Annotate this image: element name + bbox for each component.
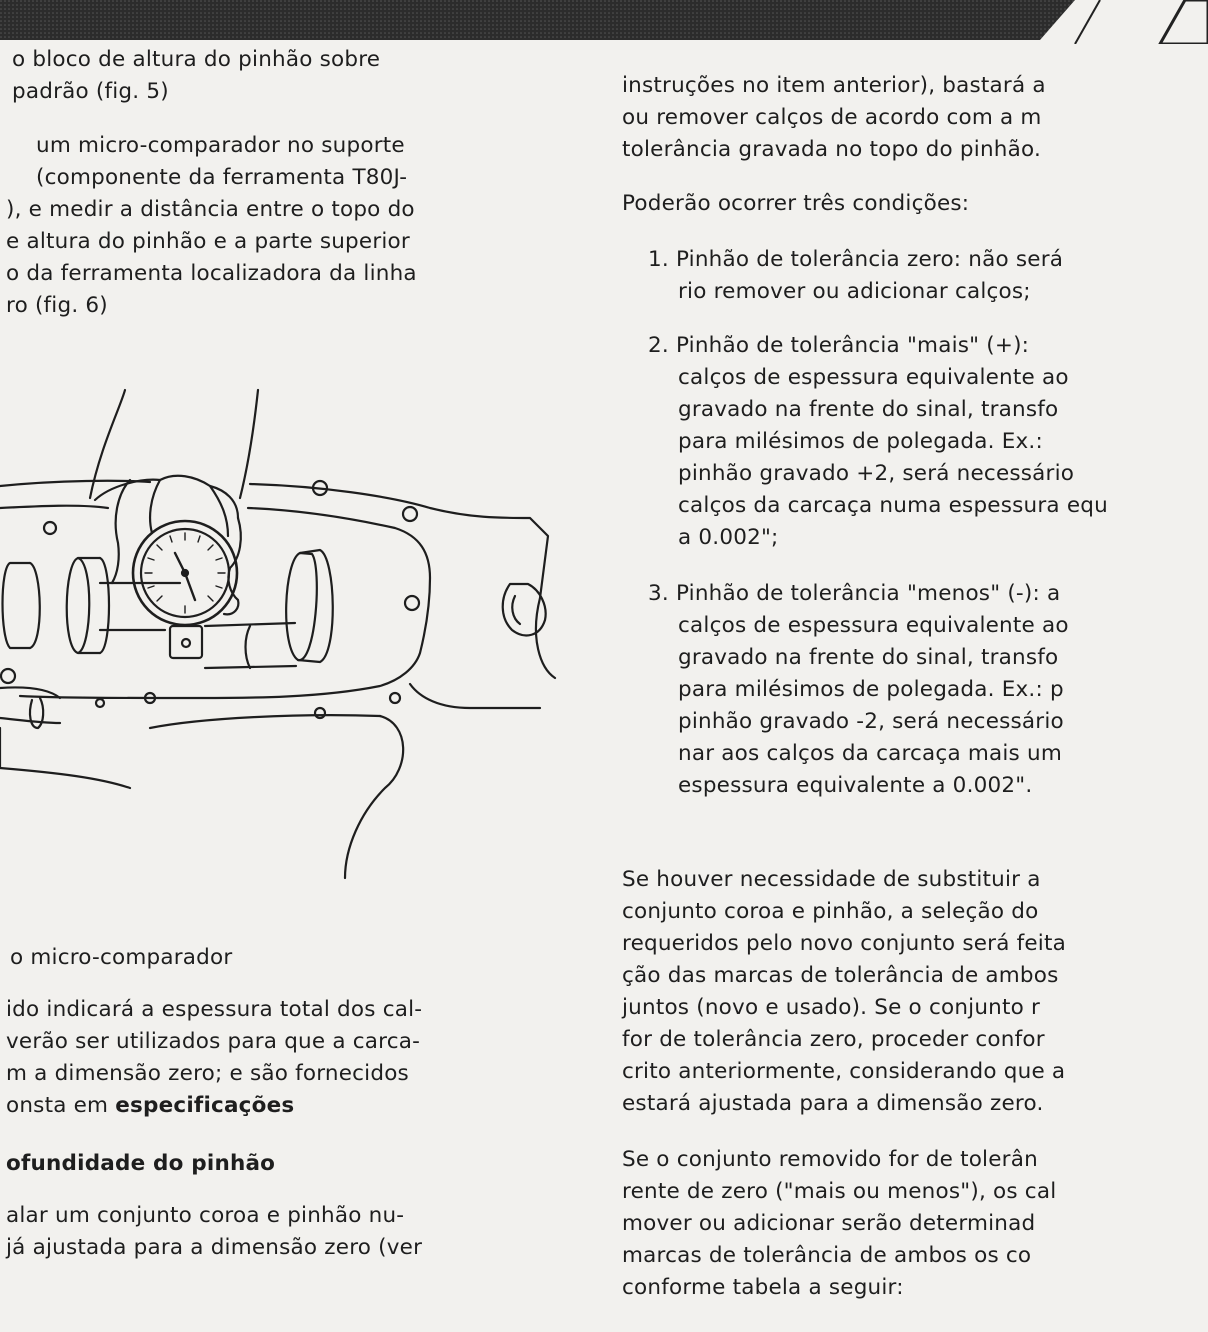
right-text-line: tolerância gravada no topo do pinhão.	[622, 137, 1041, 162]
left-text-line	[6, 1090, 294, 1122]
right-text-line: conjunto coroa e pinhão, a seleção do	[622, 899, 1039, 924]
left-text-line: o da ferramenta localizadora da linha	[6, 261, 417, 286]
right-text-line: estará ajustada para a dimensão zero.	[622, 1091, 1044, 1116]
right-text-line: rente de zero ("mais ou menos"), os cal	[622, 1179, 1057, 1204]
list-item-line: para milésimos de polegada. Ex.: p	[678, 677, 1064, 702]
left-text-line: o bloco de altura do pinhão sobre	[12, 47, 381, 72]
list-item-line: gravado na frente do sinal, transfo	[678, 645, 1059, 670]
list-item-line: pinhão gravado -2, será necessário	[678, 709, 1064, 734]
list-item-line: calços da carcaça numa espessura equ	[678, 493, 1108, 518]
right-text-line: Se houver necessidade de substituir a	[622, 867, 1041, 892]
list-item-line: para milésimos de polegada. Ex.:	[678, 429, 1043, 454]
left-text-line: um micro-comparador no suporte	[36, 133, 405, 158]
list-item-line: gravado na frente do sinal, transfo	[678, 397, 1059, 422]
list-item-line: rio remover ou adicionar calços;	[678, 279, 1031, 304]
left-text-line: m a dimensão zero; e são fornecidos	[6, 1061, 409, 1086]
left-text-line: ido indicará a espessura total dos cal-	[6, 997, 423, 1022]
specifications-reference: especificações	[115, 1093, 295, 1118]
left-text-line: e altura do pinhão e a parte superior	[6, 229, 410, 254]
left-text-line: ro (fig. 6)	[6, 293, 108, 318]
right-text-line: juntos (novo e usado). Se o conjunto r	[622, 995, 1041, 1020]
right-text-line: instruções no item anterior), bastará a	[622, 73, 1046, 98]
left-text-line: verão ser utilizados para que a carca-	[6, 1029, 421, 1054]
list-item-line: pinhão gravado +2, será necessário	[678, 461, 1075, 486]
right-text-line: for de tolerância zero, proceder confor	[622, 1027, 1045, 1052]
list-item-line: nar aos calços da carcaça mais um	[678, 741, 1062, 766]
micro-comparator-illustration	[0, 368, 560, 898]
left-text-line: ), e medir a distância entre o topo do	[6, 197, 415, 222]
left-text-line: alar um conjunto coroa e pinhão nu-	[6, 1203, 405, 1228]
list-item-line: a 0.002";	[678, 525, 779, 550]
right-text-line: ção das marcas de tolerância de ambos	[622, 963, 1059, 988]
section-heading: ofundidade do pinhão	[6, 1151, 276, 1176]
right-text-line: mover ou adicionar serão determinad	[622, 1211, 1036, 1236]
list-item-line: espessura equivalente a 0.002".	[678, 773, 1033, 798]
list-item-line: 3. Pinhão de tolerância "menos" (-): a	[648, 581, 1061, 606]
reference-prefix: onsta em	[6, 1093, 116, 1118]
right-text-line: ou remover calços de acordo com a m	[622, 105, 1042, 130]
conditions-heading: Poderão ocorrer três condições:	[622, 191, 970, 216]
left-text-line: já ajustada para a dimensão zero (ver	[6, 1235, 423, 1260]
left-text-line: padrão (fig. 5)	[12, 79, 169, 104]
figure-caption: o micro-comparador	[10, 945, 233, 970]
right-text-line: conforme tabela a seguir:	[622, 1275, 904, 1300]
list-item-line: calços de espessura equivalente ao	[678, 613, 1069, 638]
right-text-line: marcas de tolerância de ambos os co	[622, 1243, 1032, 1268]
list-item-line: calços de espessura equivalente ao	[678, 365, 1069, 390]
right-text-line: crito anteriormente, considerando que a	[622, 1059, 1066, 1084]
right-text-line: requeridos pelo novo conjunto será feita	[622, 931, 1066, 956]
header-band	[0, 0, 1208, 44]
right-text-line: Se o conjunto removido for de tolerân	[622, 1147, 1038, 1172]
list-item-line: 2. Pinhão de tolerância "mais" (+):	[648, 333, 1030, 358]
list-item-line: 1. Pinhão de tolerância zero: não será	[648, 247, 1064, 272]
left-text-line: (componente da ferramenta T80J-	[36, 165, 408, 190]
